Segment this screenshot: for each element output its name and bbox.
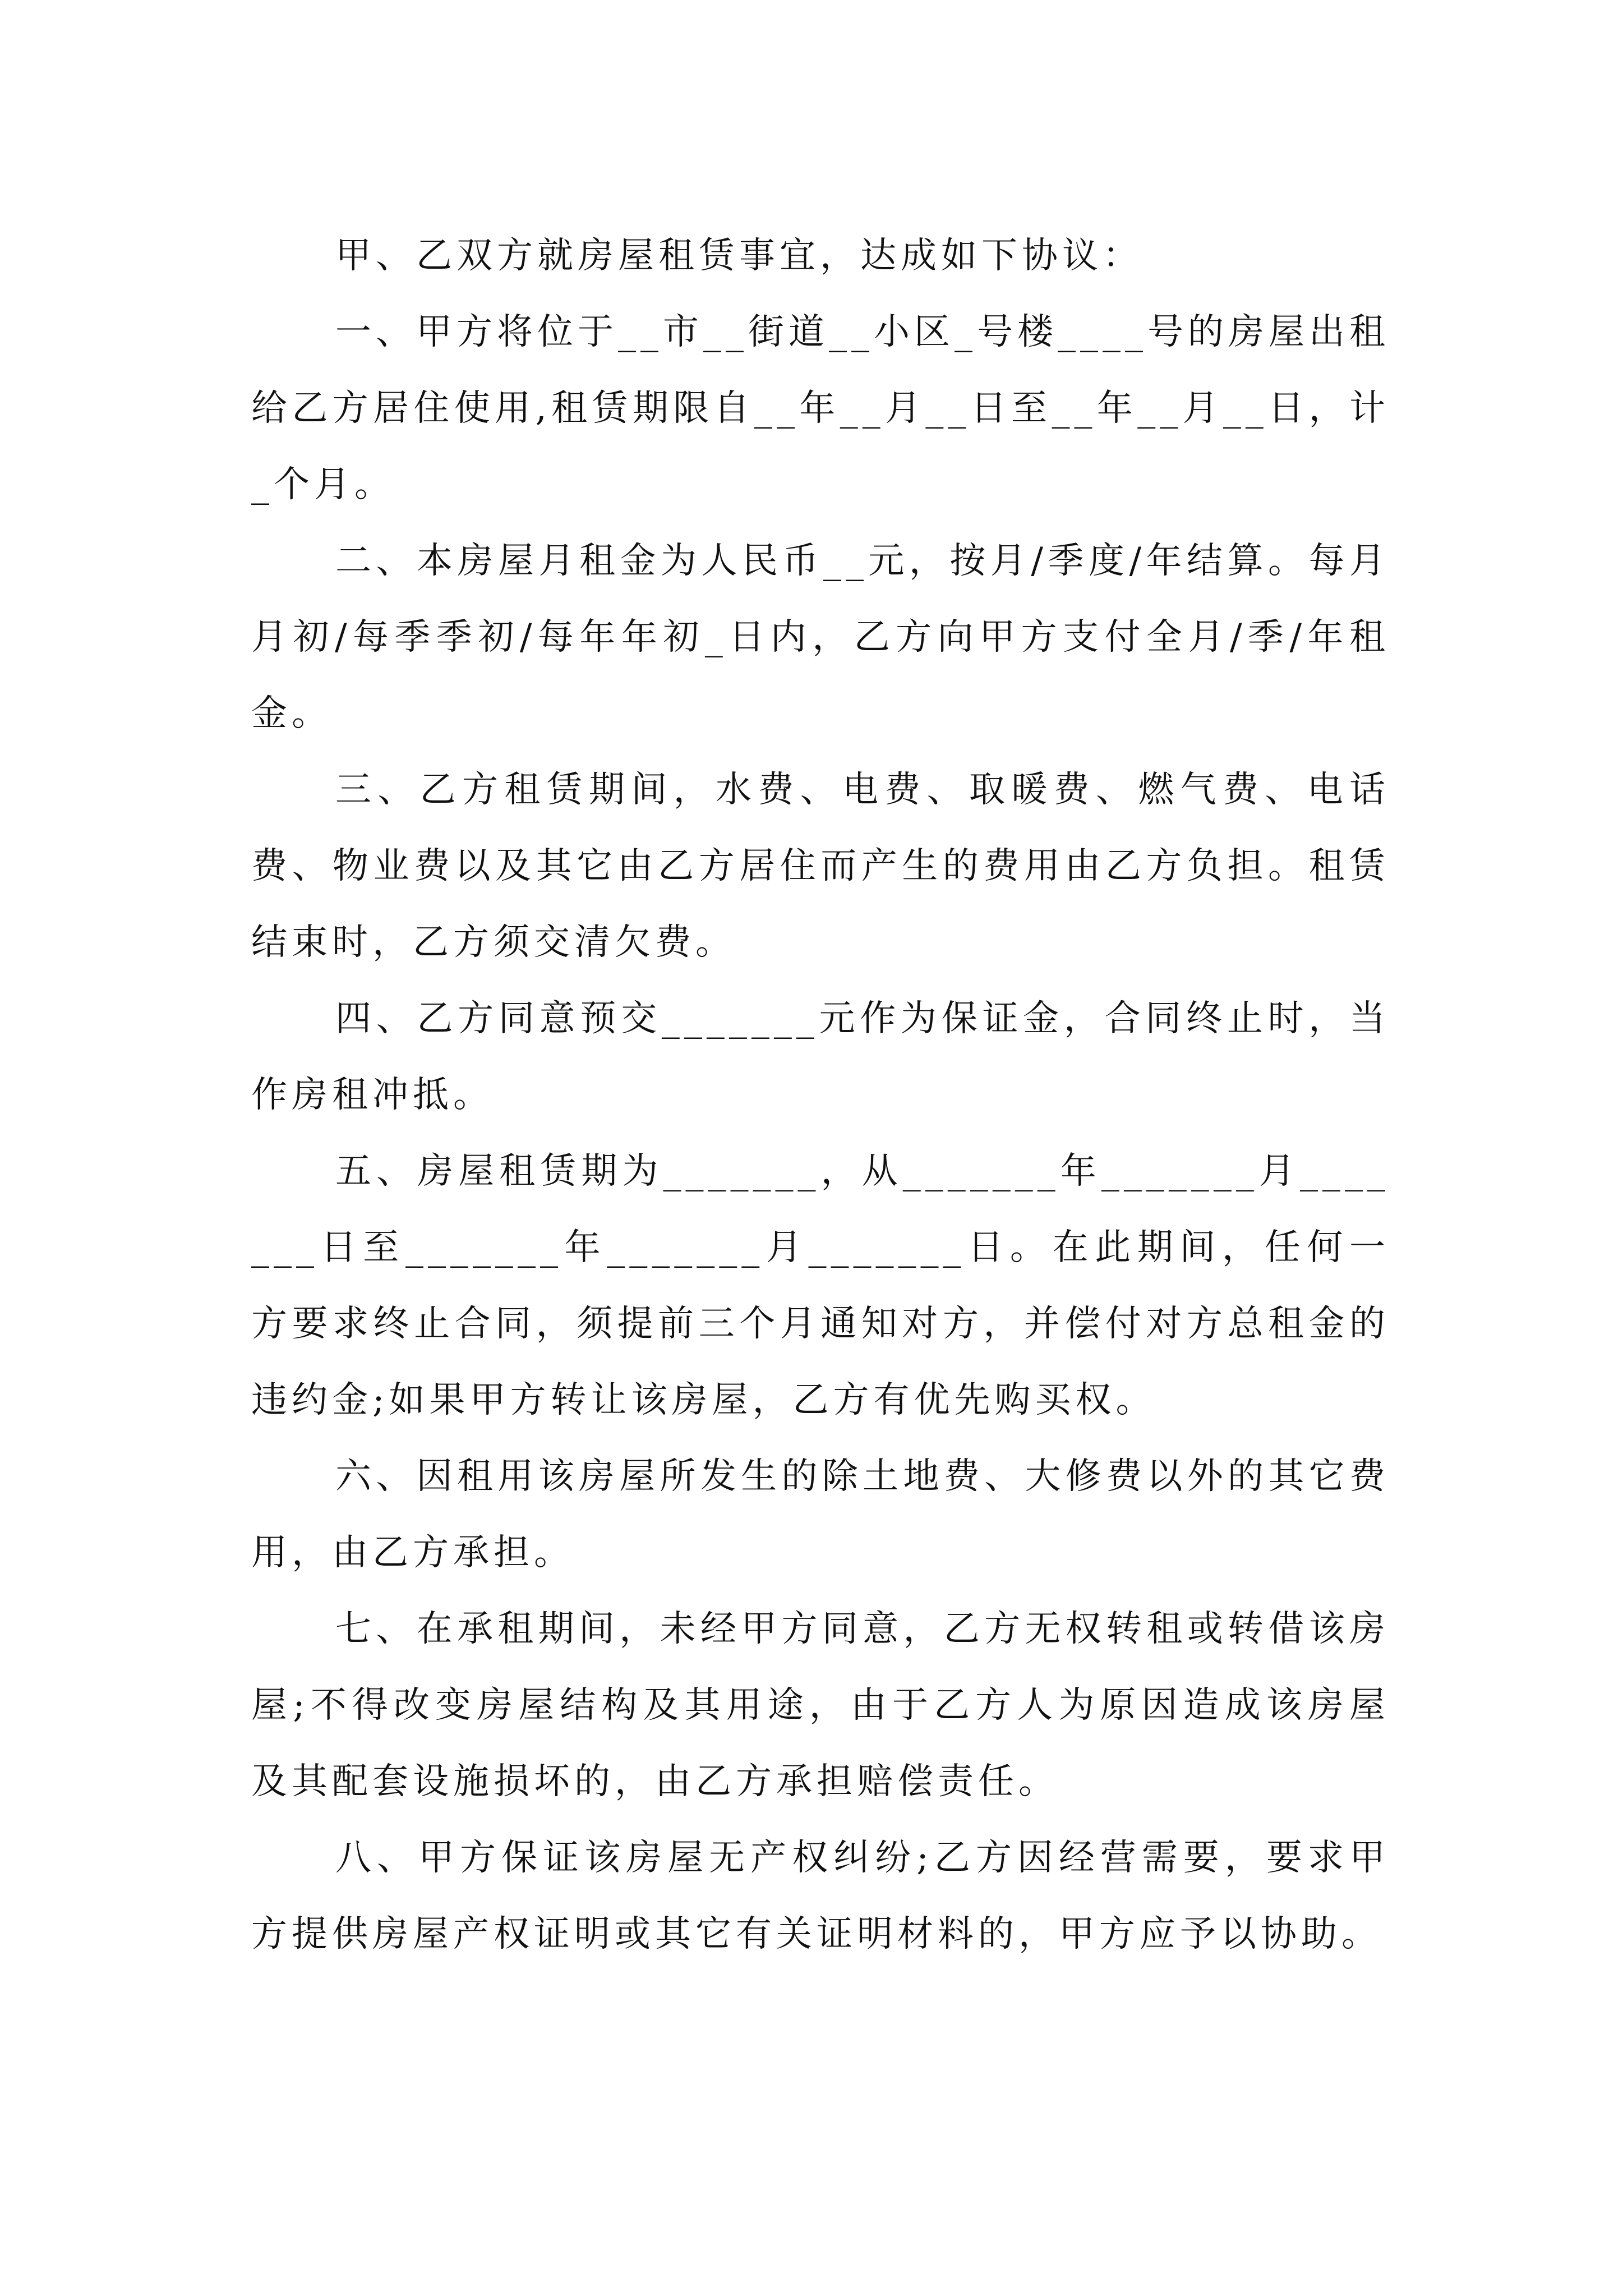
paragraph-clause-7: 七、在承租期间，未经甲方同意，乙方无权转租或转借该房屋;不得改变房屋结构及其用途，由于乙方人为原因造成该房屋及其配套设施损坏的，由乙方承担赔偿责任。 xyxy=(251,1608,1390,1802)
paragraph-intro: 甲、乙双方就房屋租赁事宜，达成如下协议： xyxy=(335,235,1143,277)
paragraph-clause-1: 一、甲方将位于__市__街道__小区_号楼____号的房屋出租给乙方居住使用,租赁期限自__年__月__日至__年__月__日，计_个月。 xyxy=(251,311,1390,505)
document-body xyxy=(251,218,1390,1972)
paragraph-clause-4: 四、乙方同意预交_______元作为保证金，合同终止时，当作房租冲抵。 xyxy=(251,998,1390,1116)
paragraph-clause-2: 二、本房屋月租金为人民币__元，按月/季度/年结算。每月月初/每季季初/每年年初_日内，乙方向甲方支付全月/季/年租金。 xyxy=(251,540,1390,734)
paragraph-clause-3: 三、乙方租赁期间，水费、电费、取暖费、燃气费、电话费、物业费以及其它由乙方居住而产生的费用由乙方负担。租赁结束时，乙方须交清欠费。 xyxy=(251,769,1390,963)
paragraph-clause-8: 八、甲方保证该房屋无产权纠纷;乙方因经营需要，要求甲方提供房屋产权证明或其它有关证明材料的，甲方应予以协助。 xyxy=(251,1837,1390,1955)
paragraph-clause-6: 六、因租用该房屋所发生的除土地费、大修费以外的其它费用，由乙方承担。 xyxy=(251,1456,1390,1573)
paragraph-clause-5: 五、房屋租赁期为_______，从_______年_______月_______日至_______年_______月_______日。在此期间，任何一方要求终止合同，须提前三个月通知对方，并偿付对方总租金的违约金;如果甲方转让该房屋，乙方有优先购买权。 xyxy=(251,1151,1390,1421)
